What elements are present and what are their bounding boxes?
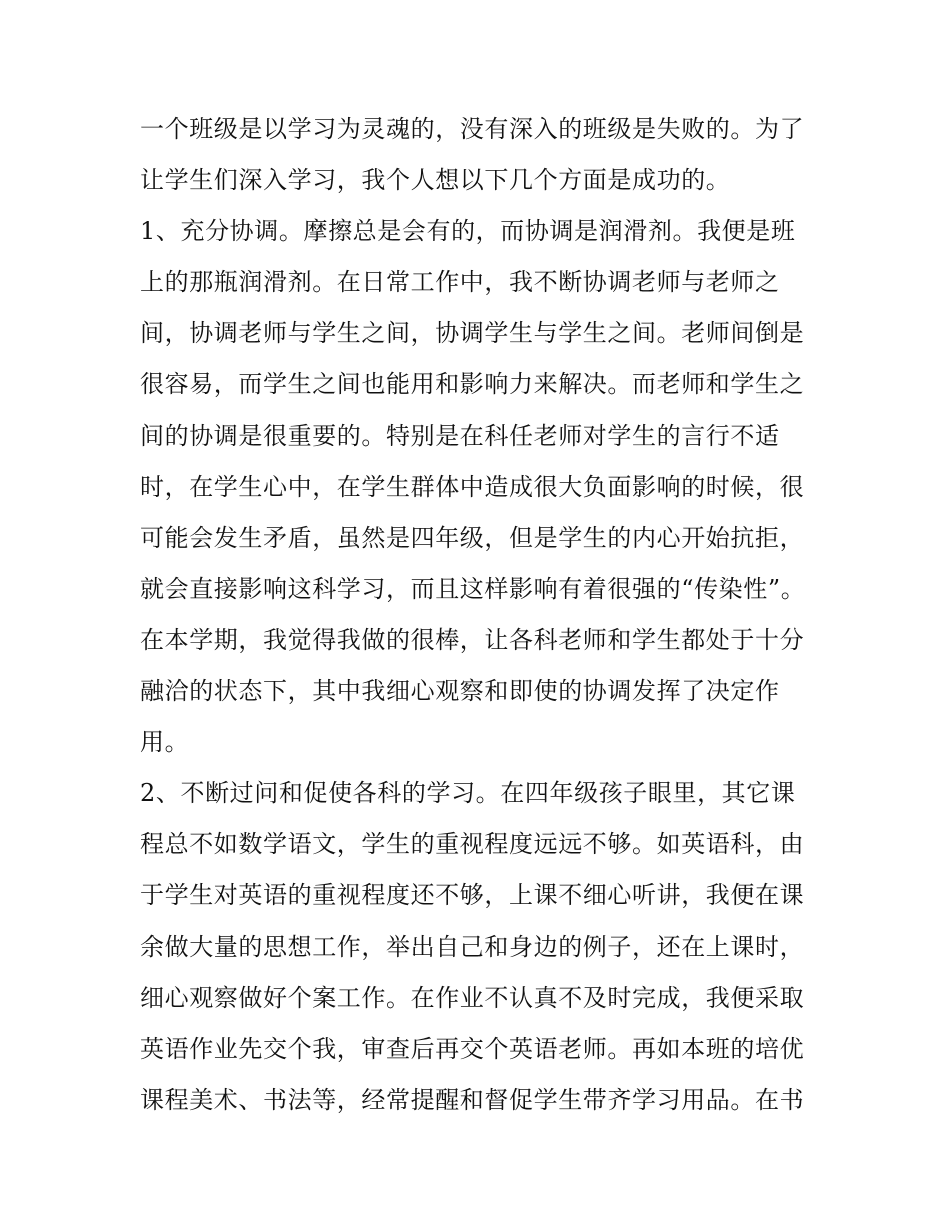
text-line: 上的那瓶润滑剂。在日常工作中，我不断协调老师与老师之 — [140, 268, 780, 297]
text-line: 课程美术、书法等，经常提醒和督促学生带齐学习用品。在书 — [140, 1085, 805, 1114]
text-line: 于学生对英语的重视程度还不够，上课不细心听讲，我便在课 — [140, 881, 805, 910]
text-line: 细心观察做好个案工作。在作业不认真不及时完成，我便采取 — [140, 983, 805, 1012]
body-text — [140, 104, 820, 1126]
text-line: 程总不如数学语文，学生的重视程度远远不够。如英语科，由 — [140, 830, 805, 859]
text-line: 余做大量的思想工作，举出自己和身边的例子，还在上课时， — [140, 932, 805, 961]
text-line: 融洽的状态下，其中我细心观察和即使的协调发挥了决定作 — [140, 677, 780, 706]
text-line: 1、充分协调。摩擦总是会有的，而协调是润滑剂。我便是班 — [140, 217, 796, 246]
text-line: 就会直接影响这科学习，而且这样影响有着很强的“传染性”。 — [140, 574, 806, 603]
text-line: 一个班级是以学习为灵魂的，没有深入的班级是失败的。为了 — [140, 115, 805, 143]
text-line: 2、不断过问和促使各科的学习。在四年级孩子眼里，其它课 — [140, 779, 796, 808]
text-line: 用。 — [140, 728, 190, 757]
text-line: 让学生们深入学习，我个人想以下几个方面是成功的。 — [140, 166, 731, 195]
text-line: 很容易，而学生之间也能用和影响力来解决。而老师和学生之 — [140, 370, 805, 399]
text-line: 英语作业先交个我，审查后再交个英语老师。再如本班的培优 — [140, 1034, 805, 1063]
text-line: 可能会发生矛盾，虽然是四年级，但是学生的内心开始抗拒， — [140, 523, 805, 552]
text-line: 间，协调老师与学生之间，协调学生与学生之间。老师间倒是 — [140, 319, 805, 348]
text-line: 间的协调是很重要的。特别是在科任老师对学生的言行不适 — [140, 421, 780, 450]
text-line: 时，在学生心中，在学生群体中造成很大负面影响的时候，很 — [140, 472, 805, 501]
text-line: 在本学期，我觉得我做的很棒，让各科老师和学生都处于十分 — [140, 625, 805, 654]
